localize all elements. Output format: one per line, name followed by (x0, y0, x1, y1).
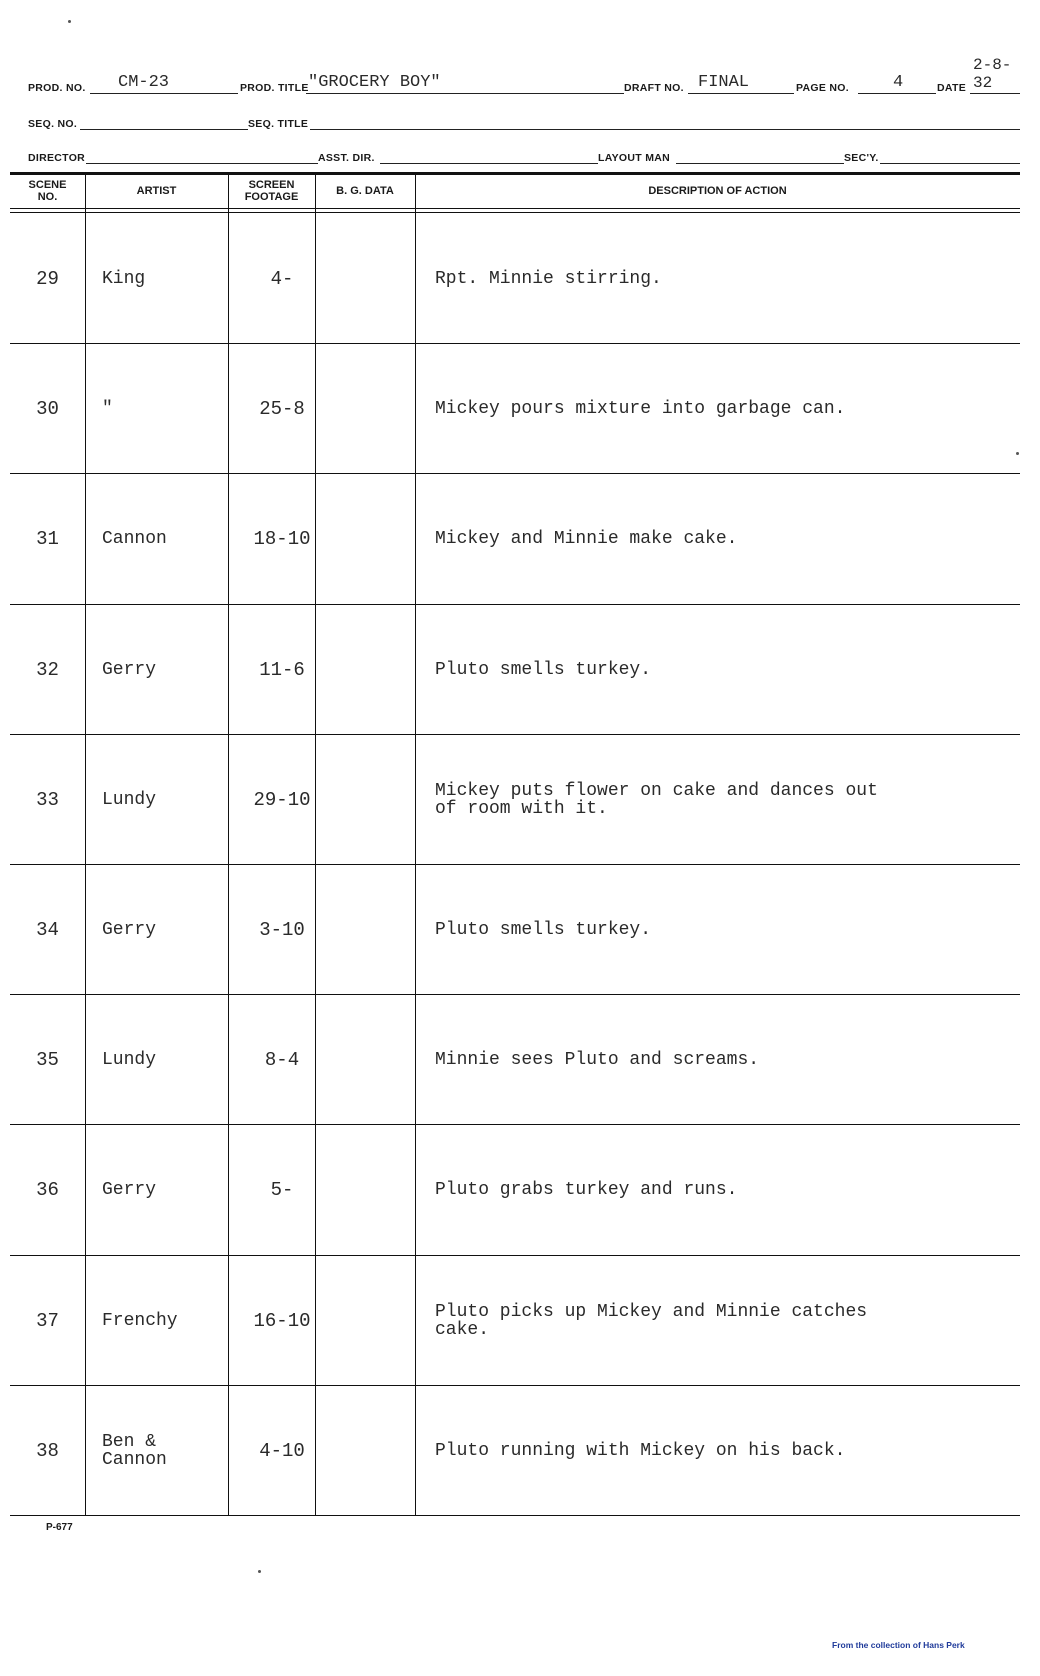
screen-footage: 25-8 (259, 398, 305, 421)
table-row (10, 1256, 1020, 1386)
draft-no-line (688, 93, 794, 94)
table-row (10, 995, 1020, 1125)
screen-footage: 8-4 (264, 1049, 300, 1072)
action-description: Mickey and Minnie make cake. (435, 529, 738, 550)
prod-no-label: PROD. NO. (28, 82, 86, 94)
scene-number: 36 (36, 1179, 59, 1202)
director-line (86, 163, 318, 164)
seq-title-label: SEQ. TITLE (248, 118, 309, 130)
table-row (10, 344, 1020, 474)
scene-number: 34 (36, 919, 59, 942)
artist-name: Lundy (102, 789, 157, 810)
bg-data (325, 1386, 425, 1516)
scene-number: 29 (36, 268, 59, 291)
layout-man-label: LAYOUT MAN (598, 152, 671, 164)
table-row (10, 865, 1020, 995)
prod-title-line (306, 93, 624, 94)
screen-footage: 11-6 (259, 658, 305, 681)
bg-data (325, 605, 425, 735)
table-row (10, 1386, 1020, 1516)
table-row (10, 474, 1020, 604)
bg-data (325, 1256, 425, 1386)
screen-footage: 4- (270, 268, 294, 291)
prod-no-line (90, 93, 238, 94)
director-label: DIRECTOR (28, 152, 86, 164)
action-description: Pluto smells turkey. (435, 659, 652, 680)
bg-data (325, 474, 425, 604)
table-top-rule (10, 172, 1020, 175)
action-description: Rpt. Minnie stirring. (435, 269, 662, 290)
scene-number: 30 (36, 398, 59, 421)
artist-name: Gerry (102, 659, 157, 680)
col-header-description: DESCRIPTION OF ACTION (648, 185, 787, 197)
table-row (10, 214, 1020, 344)
bg-data (325, 865, 425, 995)
prod-title-label: PROD. TITLE (240, 82, 309, 94)
scan-speck (258, 1570, 261, 1573)
screen-footage: 18-10 (253, 528, 311, 551)
artist-name: Frenchy (102, 1310, 178, 1331)
scene-number: 35 (36, 1049, 59, 1072)
header-row-production (28, 56, 1020, 96)
prod-no-value: CM-23 (118, 73, 170, 92)
page-no-line (858, 93, 936, 94)
action-description: Mickey puts flower on cake and dances out of room with it. (435, 780, 878, 819)
header-rule-1 (10, 208, 1020, 209)
row-divider (10, 1515, 1020, 1516)
artist-name: Gerry (102, 920, 157, 941)
draft-no-label: DRAFT NO. (624, 82, 684, 94)
scene-table (10, 172, 1020, 1516)
bg-data (325, 995, 425, 1125)
action-description: Pluto smells turkey. (435, 920, 652, 941)
col-header-artist: ARTIST (136, 185, 177, 197)
table-row (10, 735, 1020, 865)
scene-number: 31 (36, 528, 59, 551)
seq-no-line (80, 129, 248, 130)
header-row-sequence (28, 106, 1020, 132)
scan-speck (68, 20, 71, 23)
table-row (10, 605, 1020, 735)
page-no-value: 4 (893, 73, 904, 92)
artist-name: Lundy (102, 1050, 157, 1071)
action-description: Pluto picks up Mickey and Minnie catches cake. (435, 1301, 868, 1340)
col-header-scene: SCENE NO. (28, 179, 67, 203)
seq-no-label: SEQ. NO. (28, 118, 78, 130)
secy-line (880, 163, 1020, 164)
scene-number: 33 (36, 788, 59, 811)
date-label: DATE (937, 82, 967, 94)
date-value: 2-8-32 (973, 56, 1012, 92)
col-header-bg: B. G. DATA (336, 185, 394, 197)
artist-name: Cannon (102, 529, 167, 550)
layout-man-line (676, 163, 844, 164)
bg-data (325, 735, 425, 865)
seq-title-line (310, 129, 1020, 130)
bg-data (325, 1125, 425, 1255)
secy-label: SEC'Y. (844, 152, 879, 164)
prod-title-value: "GROCERY BOY" (308, 73, 441, 92)
page-no-label: PAGE NO. (796, 82, 849, 94)
screen-footage: 16-10 (253, 1309, 311, 1332)
artist-name: Gerry (102, 1180, 157, 1201)
screen-footage: 5- (270, 1179, 294, 1202)
scene-number: 32 (36, 658, 59, 681)
header-row-staff (28, 140, 1020, 166)
screen-footage: 29-10 (253, 788, 311, 811)
asst-dir-label: ASST. DIR. (318, 152, 375, 164)
col-header-footage: SCREEN FOOTAGE (244, 179, 299, 203)
date-line (970, 93, 1020, 94)
action-description: Minnie sees Pluto and screams. (435, 1050, 760, 1071)
scene-number: 38 (36, 1439, 59, 1462)
artist-name: King (102, 269, 146, 290)
scene-number: 37 (36, 1309, 59, 1332)
collection-credit: From the collection of Hans Perk (832, 1640, 965, 1650)
screen-footage: 4-10 (259, 1439, 305, 1462)
action-description: Pluto running with Mickey on his back. (435, 1440, 846, 1461)
artist-name: " (102, 399, 113, 420)
form-number: P-677 (46, 1522, 73, 1533)
artist-name: Ben & Cannon (102, 1431, 167, 1470)
draft-no-value: FINAL (698, 73, 750, 92)
action-description: Mickey pours mixture into garbage can. (435, 399, 846, 420)
header-rule-2 (10, 212, 1020, 213)
bg-data (325, 214, 425, 344)
asst-dir-line (380, 163, 598, 164)
bg-data (325, 344, 425, 474)
action-description: Pluto grabs turkey and runs. (435, 1180, 738, 1201)
screen-footage: 3-10 (259, 919, 305, 942)
table-row (10, 1125, 1020, 1255)
scan-speck (1016, 452, 1019, 455)
